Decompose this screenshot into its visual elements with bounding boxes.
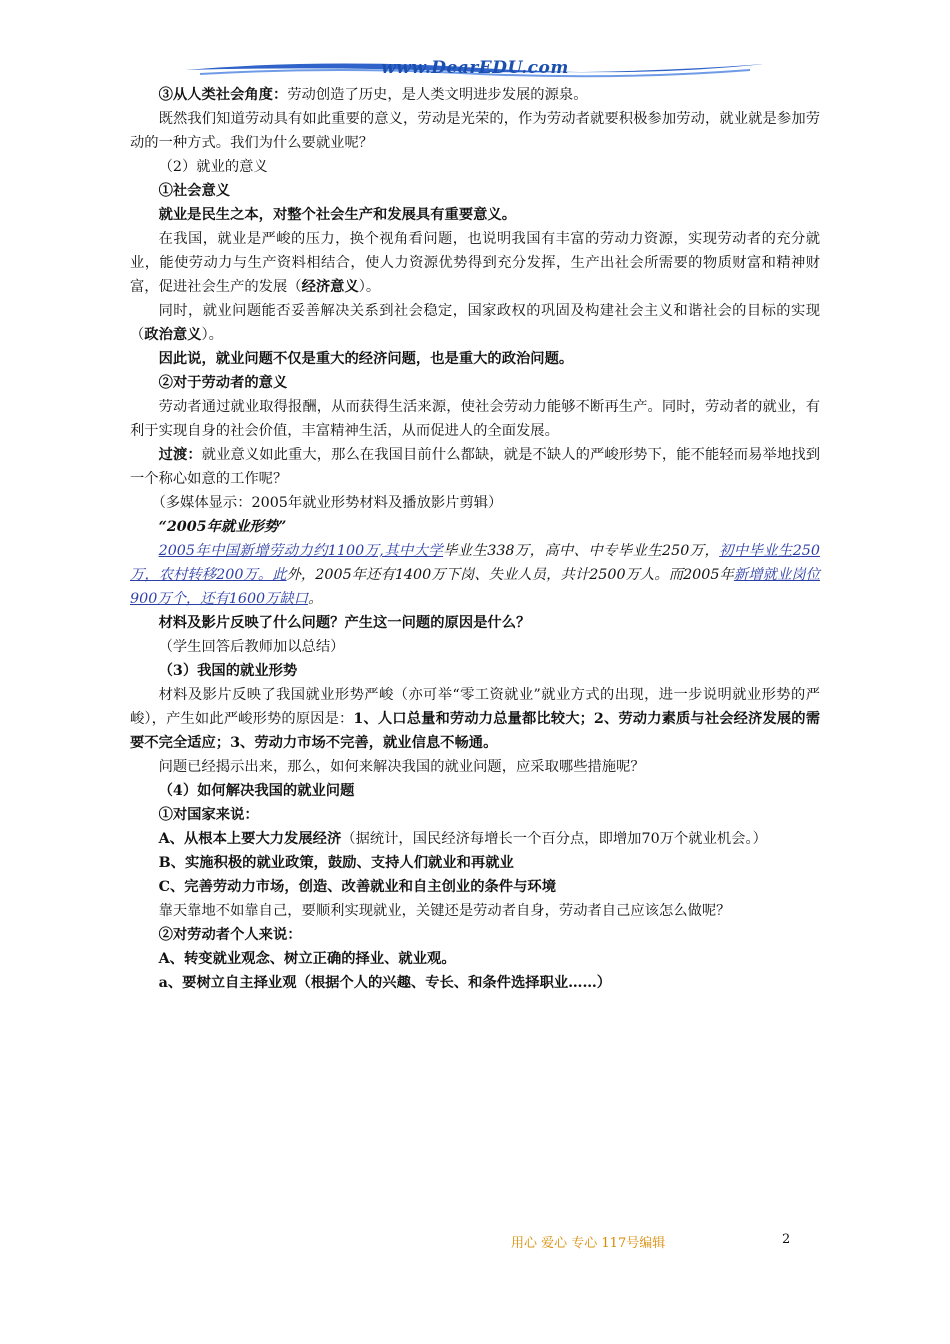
paragraph: C、完善劳动力市场，创造、改善就业和自主创业的条件与环境	[158, 879, 556, 895]
site-logo-text[interactable]: www.DearEDU.com	[381, 58, 569, 78]
note: （学生回答后教师加以总结）	[158, 639, 345, 655]
paragraph: 材料及影片反映了我国就业形势严峻（亦可举“零工资就业”就业方式的出现，进一步说明就业形势的严峻），产生如此严峻形势的原因是：1、人口总量和劳动力总量都比较大；2、劳动力素质与社会经济发展的需要不完全适应；3、劳动力市场不完善，就业信息不畅通。	[130, 687, 820, 751]
document-body	[130, 83, 820, 995]
subsection-heading: ①对国家来说：	[158, 807, 259, 823]
paragraph: 问题已经揭示出来，那么，如何来解决我国的就业问题，应采取哪些措施呢？	[158, 759, 645, 775]
subsection-heading: ②对劳动者个人来说：	[158, 927, 302, 943]
subsection-heading: ②对于劳动者的意义	[158, 375, 288, 391]
paragraph: 同时，就业问题能否妥善解决关系到社会稳定，国家政权的巩固及构建社会主义和谐社会的目标的实现（政治意义）。	[130, 303, 820, 343]
question: 材料及影片反映了什么问题？产生这一问题的原因是什么？	[158, 615, 531, 631]
paragraph: A、从根本上要大力发展经济（据统计，国民经济每增长一个百分点，即增加70万个就业机会。）	[158, 831, 767, 847]
section-heading: （4）如何解决我国的就业问题	[158, 783, 355, 799]
material-title: “2005年就业形势”	[158, 519, 287, 535]
paragraph: ③从人类社会角度：劳动创造了历史，是人类文明进步发展的源泉。	[158, 87, 588, 103]
section-heading: （2）就业的意义	[158, 159, 268, 175]
paragraph: 因此说，就业问题不仅是重大的经济问题，也是重大的政治问题。	[158, 351, 574, 367]
material-paragraph: 2005年中国新增劳动力约1100万,其中大学毕业生338万，高中、中专毕业生250万，初中毕业生250万，农村转移200万。此外，2005年还有1400万下岗、失业人员，共计2500万人。而2005年新增就业岗位900万个，还有1600万缺口。	[130, 543, 820, 607]
material-link[interactable]: 新增就业岗位900万个，还有1600万缺口	[130, 567, 820, 607]
paragraph: 就业是民生之本，对整个社会生产和发展具有重要意义。	[158, 207, 517, 223]
footer-note: 用心 爱心 专心 117号编辑	[511, 1236, 666, 1251]
paragraph: A、转变就业观念、树立正确的择业、就业观。	[158, 951, 456, 967]
material-link[interactable]: 初中毕业生250万，农村转移200万。此	[130, 543, 820, 583]
paragraph: 既然我们知道劳动具有如此重要的意义，劳动是光荣的，作为劳动者就要积极参加劳动，就业就是参加劳动的一种方式。我们为什么要就业呢？	[130, 111, 820, 151]
paragraph: B、实施积极的就业政策，鼓励、支持人们就业和再就业	[158, 855, 514, 871]
material-link[interactable]: 2005年中国新增劳动力约1100万,其中大学	[158, 543, 444, 559]
paragraph: a、要树立自主择业观（根据个人的兴趣、专长、和条件选择职业……）	[158, 975, 612, 991]
subsection-heading: ①社会意义	[158, 183, 231, 199]
paragraph: 靠天靠地不如靠自己，要顺利实现就业，关键还是劳动者自身，劳动者自己应该怎么做呢？	[158, 903, 731, 919]
note: （多媒体显示：2005年就业形势材料及播放影片剪辑）	[151, 495, 503, 511]
section-heading: （3）我国的就业形势	[158, 663, 298, 679]
paragraph: 过渡：就业意义如此重大，那么在我国目前什么都缺，就是不缺人的严峻形势下，能不能轻而易举地找到一个称心如意的工作呢？	[130, 447, 820, 487]
paragraph: 劳动者通过就业取得报酬，从而获得生活来源，使社会劳动力能够不断再生产。同时，劳动者的就业，有利于实现自身的社会价值，丰富精神生活，从而促进人的全面发展。	[130, 399, 820, 439]
page-number: 2	[782, 1232, 791, 1247]
paragraph: 在我国，就业是严峻的压力，换个视角看问题，也说明我国有丰富的劳动力资源，实现劳动者的充分就业，能使劳动力与生产资料相结合，使人力资源优势得到充分发挥，生产出社会所需要的物质财富和精神财富，促进社会生产的发展（经济意义）。	[130, 231, 820, 295]
site-header-logo	[180, 56, 770, 86]
